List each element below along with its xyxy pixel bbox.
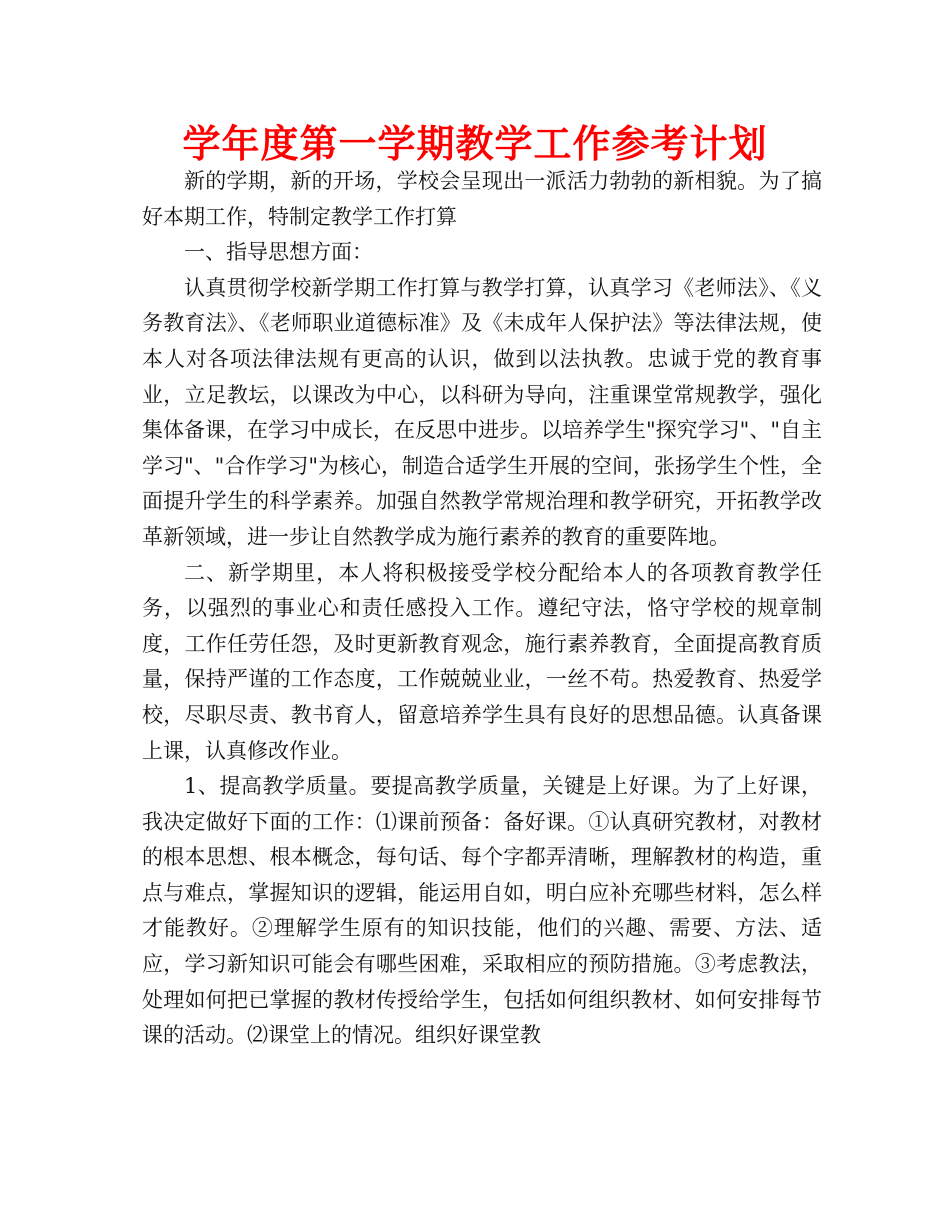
paragraph-new-semester: 二、新学期里，本人将积极接受学校分配给本人的各项教育教学任务，以强烈的事业心和责任感投入工作。遵纪守法，恪守学校的规章制度，工作任劳任怨，及时更新教育观念，施行素养教育，全面提高教育质量，保持严谨的工作态度，工作兢兢业业，一丝不苟。热爱教育、热爱学校，尽职尽责、教书育人，留意培养学生具有良好的思想品德。认真备课上课，认真修改作业。 [142, 560, 822, 763]
document-title: 学年度第一学期教学工作参考计划 [182, 122, 768, 166]
paragraph-intro: 新的学期，新的开场，学校会呈现出一派活力勃勃的新相貌。为了搞好本期工作，特制定教学工作打算 [142, 169, 822, 229]
document-body [142, 164, 822, 1054]
paragraph-heading-guiding-ideology: 一、指导思想方面： [184, 240, 373, 265]
paragraph-guiding-ideology: 认真贯彻学校新学期工作打算与教学打算，认真学习《老师法》、《义务教育法》、《老师职业道德标准》及《未成年人保护法》等法律法规，使本人对各项法律法规有更高的认识，做到以法执教。忠诚于党的教育事业，立足教坛，以课改为中心，以科研为导向，注重课堂常规教学，强化集体备课，在学习中成长，在反思中进步。以培养学生"探究学习"、"自主学习"、"合作学习"为核心，制造合适学生开展的空间，张扬学生个性，全面提升学生的科学素养。加强自然教学常规治理和教学研究，开拓教学改革新领域，进一步让自然教学成为施行素养的教育的重要阵地。 [142, 275, 822, 549]
paragraph-teaching-quality: 1、提高教学质量。要提高教学质量，关键是上好课。为了上好课，我决定做好下面的工作：⑴课前预备：备好课。①认真研究教材，对教材的根本思想、根本概念，每句话、每个字都弄清晰，理解教材的构造，重点与难点，掌握知识的逻辑，能运用自如，明白应补充哪些材料，怎么样才能教好。②理解学生原有的知识技能，他们的兴趣、需要、方法、适应，学习新知识可能会有哪些困难，采取相应的预防措施。③考虑教法，处理如何把已掌握的教材传授给学生，包括如何组织教材、如何安排每节课的活动。⑵课堂上的情况。组织好课堂教 [142, 774, 822, 1048]
